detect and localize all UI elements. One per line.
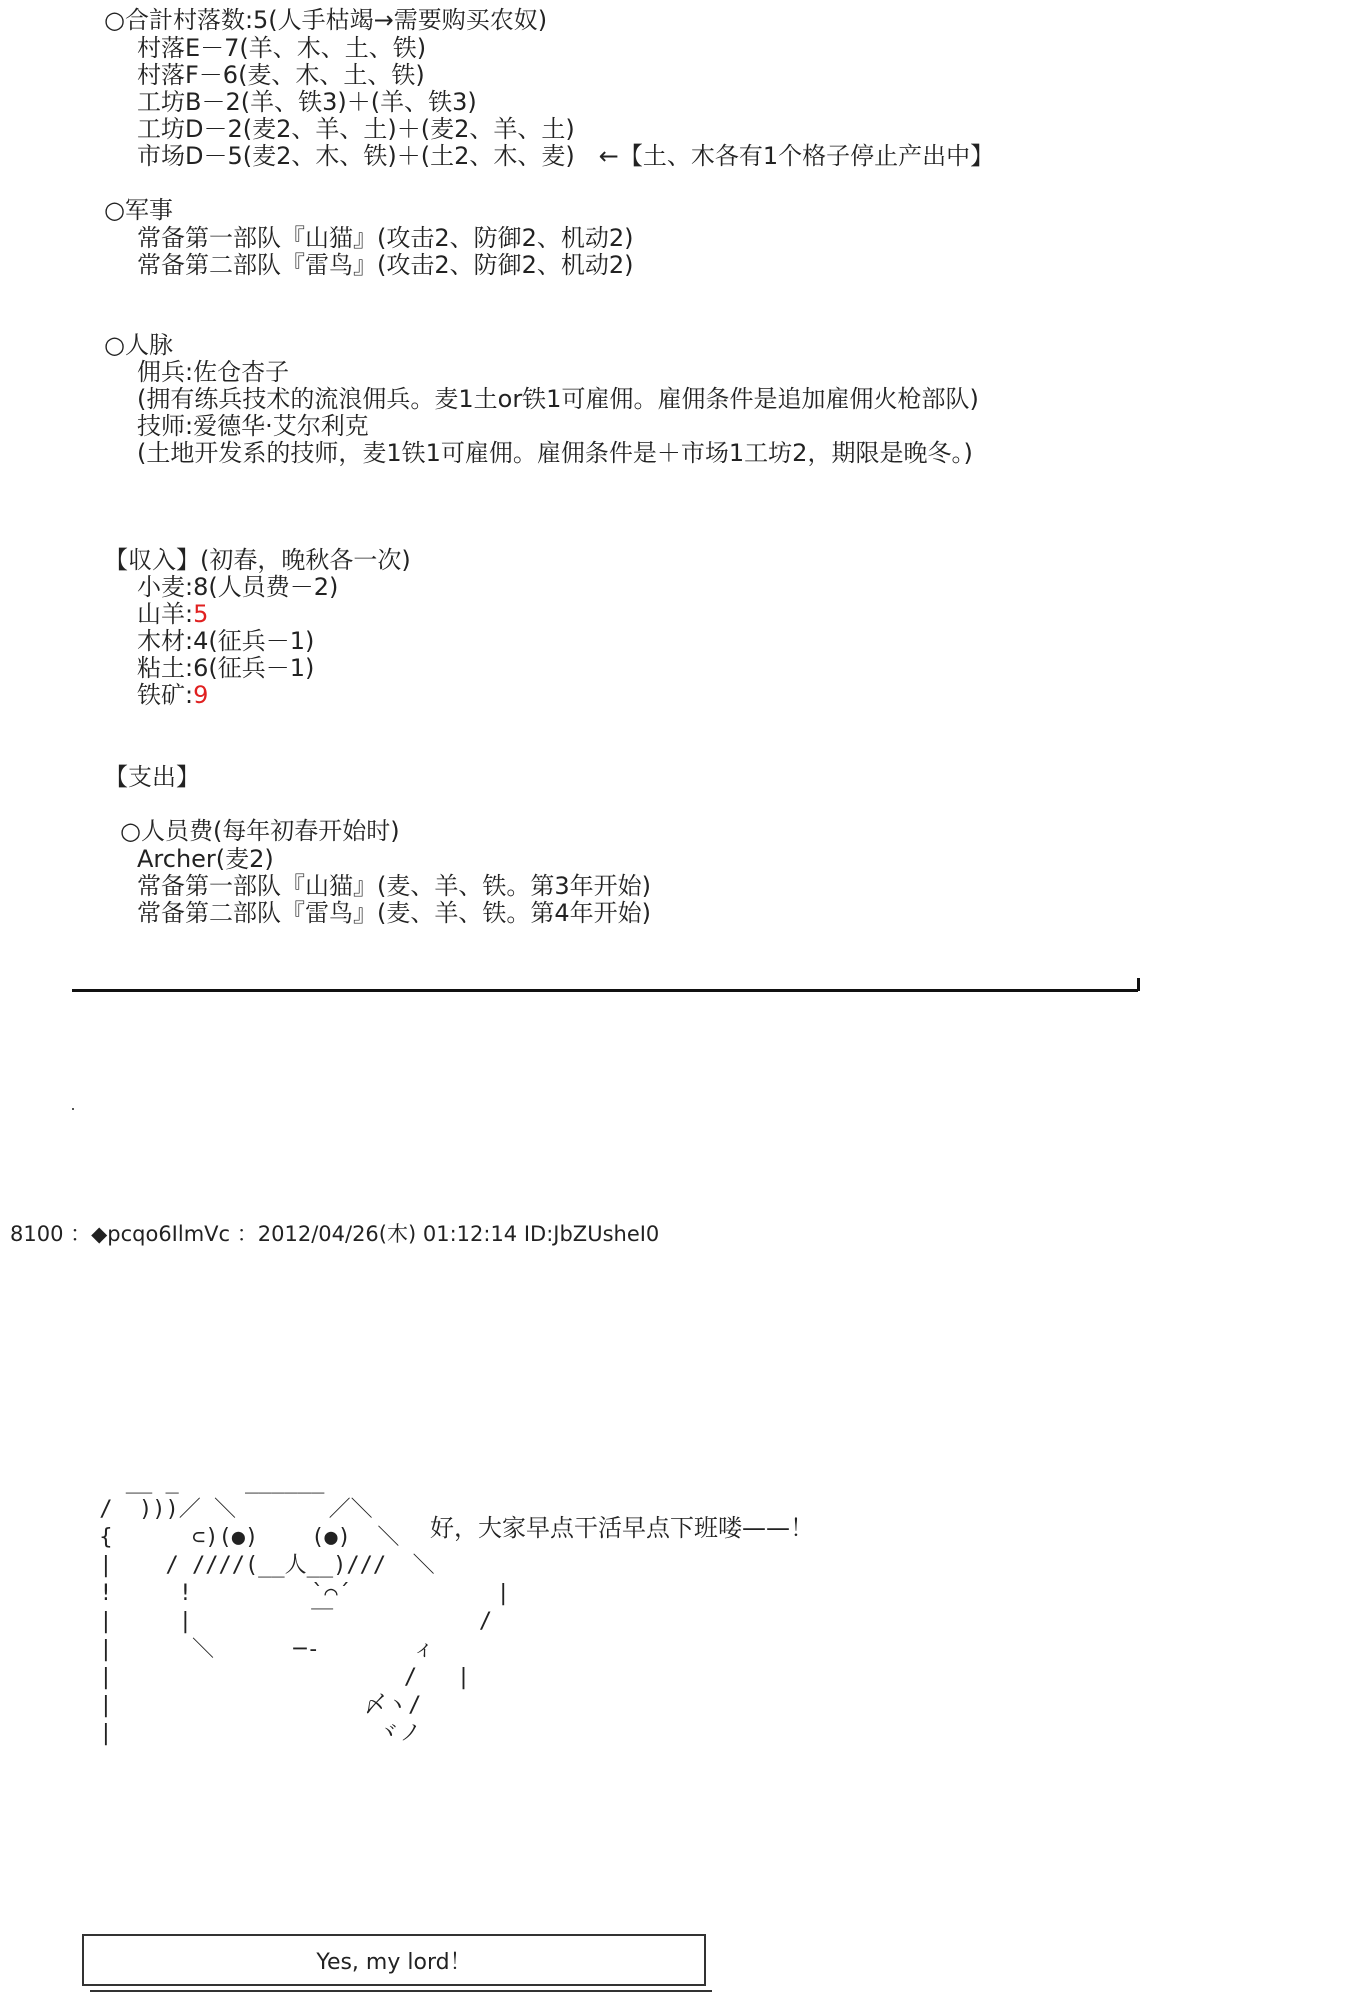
reply-text: Yes, my lord！ <box>316 1949 472 1975</box>
post-header: 8100 ：◆pcqo6IlmVc ：2012/04/26(木) 01:12:14 ID:JbZUsheI0 <box>10 1222 660 1246</box>
speech-text: 好，大家早点干活早点下班喽——！ <box>430 1514 814 1542</box>
expenses-header: 【支出】 <box>104 763 200 791</box>
income-value: 8(人员费－2) <box>193 573 339 601</box>
income-value: 6(征兵－1) <box>193 654 315 682</box>
connections-item: (土地开发系的技师，麦1铁1可雇佣。雇佣条件是＋市场1工坊2，期限是晚冬。) <box>137 439 973 467</box>
expenses-item: 常备第二部队『雷鸟』(麦、羊、铁。第4年开始) <box>137 899 651 927</box>
income-value: 5 <box>193 600 209 628</box>
ascii-art-character: __ _ ______ / )))／ ＼ ／＼ { ⊂)(●) (●) ＼ | / ////(__人__)/// ＼ ! ! `⌒´ | | | ￣ / | ＼ ─- ィ | / | | 〆ヽ/ | ヾノ <box>99 1469 510 1746</box>
villages-header: ○合計村落数:5(人手枯竭→需要购买农奴) <box>104 6 548 34</box>
expenses-item: Archer(麦2) <box>137 845 274 873</box>
military-header: ○军事 <box>104 196 173 224</box>
section-divider-end <box>1137 978 1140 991</box>
connections-item: 技师:爱德华·艾尔利克 <box>137 412 369 440</box>
village-item: 村落E－7(羊、木、土、铁) <box>137 34 427 62</box>
income-label: 木材: <box>137 627 194 655</box>
income-row <box>137 681 208 709</box>
income-row <box>137 627 314 655</box>
expenses-item: 常备第一部队『山猫』(麦、羊、铁。第3年开始) <box>137 872 651 900</box>
connections-item: 佣兵:佐仓杏子 <box>137 358 290 386</box>
village-item: 工坊D－2(麦2、羊、土)＋(麦2、羊、土) <box>137 115 575 143</box>
income-row <box>137 600 208 628</box>
expenses-subheader: ○人员费(每年初春开始时) <box>120 817 400 845</box>
section-divider <box>72 989 1138 992</box>
village-item: 市场D－5(麦2、木、铁)＋(土2、木、麦) ←【土、木各有1个格子停止产出中】 <box>137 142 995 170</box>
income-value: 4(征兵－1) <box>193 627 315 655</box>
income-label: 粘土: <box>137 654 194 682</box>
income-label: 小麦: <box>137 573 194 601</box>
military-item: 常备第一部队『山猫』(攻击2、防御2、机动2) <box>137 224 634 252</box>
connections-item: (拥有练兵技术的流浪佣兵。麦1土or铁1可雇佣。雇佣条件是追加雇佣火枪部队) <box>137 385 979 413</box>
village-item: 村落F－6(麦、木、土、铁) <box>137 61 425 89</box>
income-label: 铁矿: <box>137 681 194 709</box>
stray-dot <box>72 1108 74 1110</box>
income-value: 9 <box>193 681 209 709</box>
income-row <box>137 573 338 601</box>
military-item: 常备第二部队『雷鸟』(攻击2、防御2、机动2) <box>137 251 634 279</box>
connections-header: ○人脉 <box>104 331 173 359</box>
income-label: 山羊: <box>137 600 194 628</box>
village-item: 工坊B－2(羊、铁3)＋(羊、铁3) <box>137 88 477 116</box>
reply-box <box>82 1934 706 1986</box>
income-header: 【収入】(初春，晚秋各一次) <box>104 546 411 574</box>
income-row <box>137 654 314 682</box>
